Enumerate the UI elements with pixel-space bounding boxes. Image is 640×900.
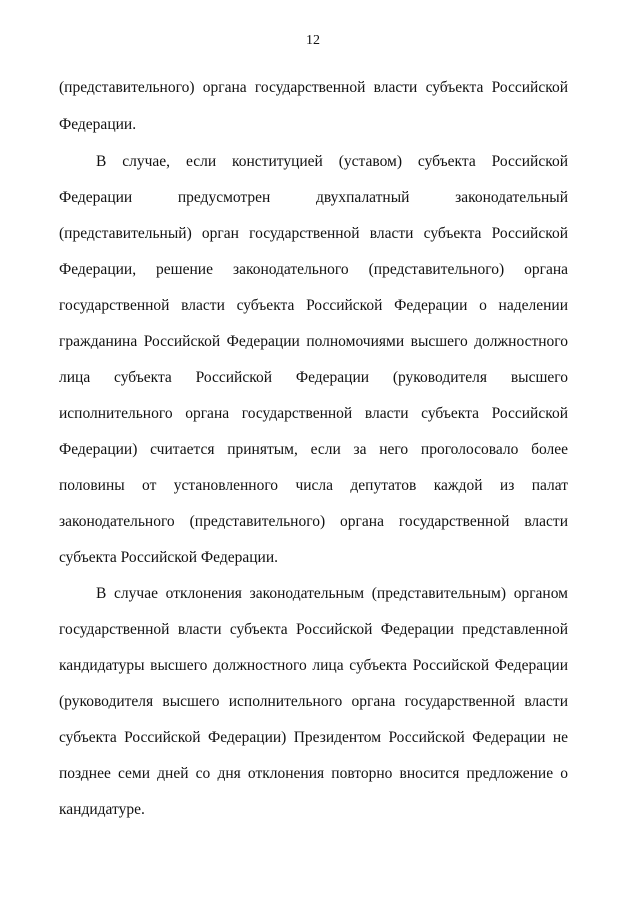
paragraph-first-line: В случае отклонения законодательным (представительным) органом bbox=[96, 585, 568, 602]
text-line: позднее семи дней со дня отклонения повторно вносится предложение о bbox=[59, 765, 568, 782]
text-line: Федерации предусмотрен двухпалатный законодательный bbox=[59, 189, 568, 206]
text-line: половины от установленного числа депутатов каждой из палат bbox=[59, 477, 568, 494]
text-line: субъекта Российской Федерации) Президентом Российской Федерации не bbox=[59, 729, 568, 746]
text-line: Федерации, решение законодательного (представительного) органа bbox=[59, 261, 568, 278]
text-line: кандидатуры высшего должностного лица субъекта Российской Федерации bbox=[59, 657, 568, 674]
text-line: Федерации. bbox=[59, 116, 137, 133]
page-number: 12 bbox=[306, 33, 320, 48]
text-line: Федерации) считается принятым, если за него проголосовало более bbox=[59, 441, 568, 458]
text-line: (представительного) органа государственной власти субъекта Российской bbox=[59, 79, 568, 96]
text-line: субъекта Российской Федерации. bbox=[59, 549, 278, 566]
text-line: законодательного (представительного) органа государственной власти bbox=[59, 513, 568, 530]
text-line: гражданина Российской Федерации полномочиями высшего должностного bbox=[59, 333, 568, 350]
text-line: кандидатуре. bbox=[59, 801, 145, 818]
text-line: государственной власти субъекта Российской Федерации о наделении bbox=[59, 297, 568, 314]
text-line: лица субъекта Российской Федерации (руководителя высшего bbox=[59, 369, 568, 386]
paragraph-first-line: В случае, если конституцией (уставом) субъекта Российской bbox=[96, 153, 568, 170]
text-line: (руководителя высшего исполнительного органа государственной власти bbox=[59, 693, 568, 710]
text-line: государственной власти субъекта Российской Федерации представленной bbox=[59, 621, 568, 638]
text-line: исполнительного органа государственной власти субъекта Российской bbox=[59, 405, 568, 422]
text-line: (представительный) орган государственной власти субъекта Российской bbox=[59, 225, 568, 242]
